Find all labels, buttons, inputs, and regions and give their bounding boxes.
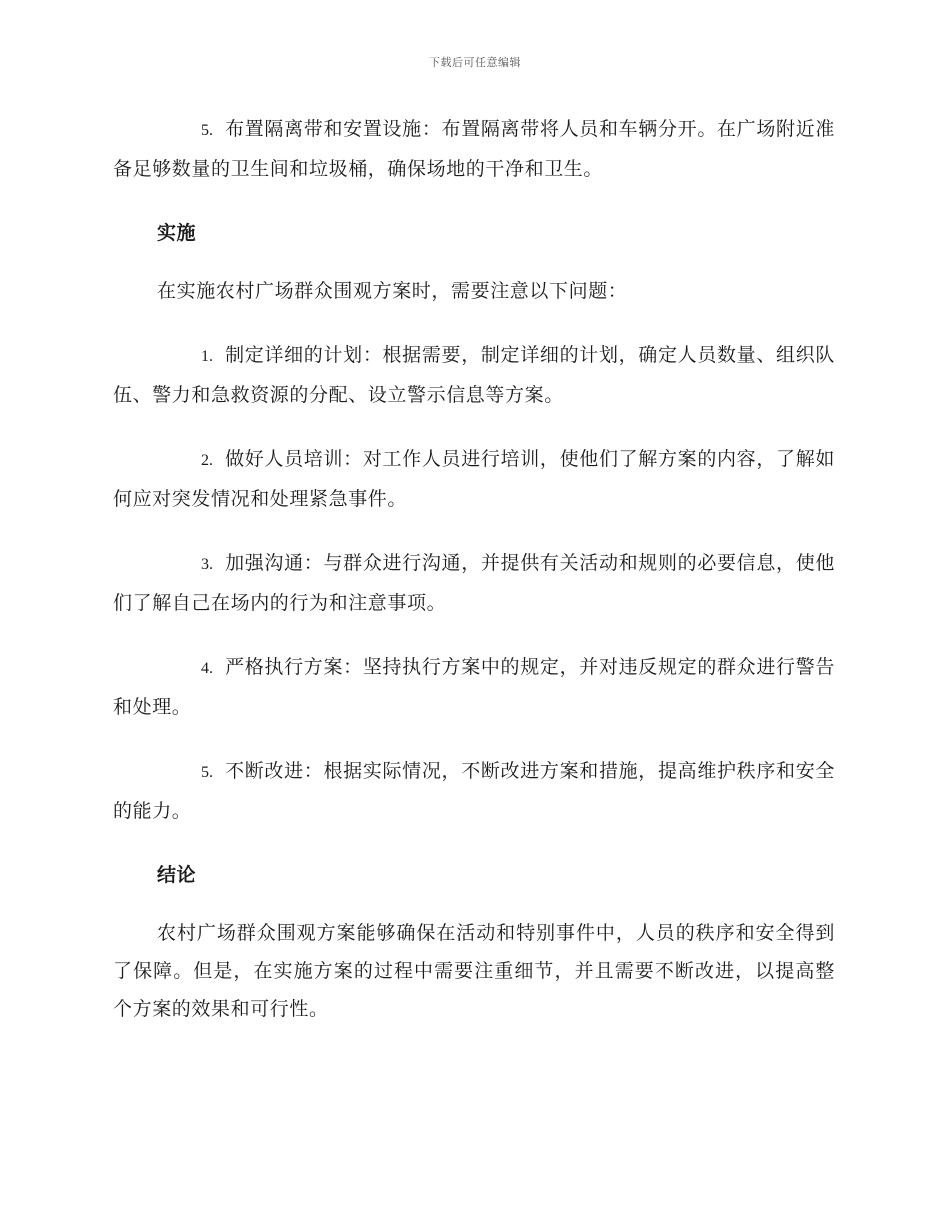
list-item-text: 布置隔离带和安置设施：布置隔离带将人员和车辆分开。在广场附近准备足够数量的卫生间和垃圾桶，确保场地的干净和卫生。 xyxy=(113,118,835,180)
header-note: 下载后可任意编辑 xyxy=(429,56,521,69)
list-item xyxy=(113,110,835,188)
implementation-intro: 在实施农村广场群众围观方案时，需要注意以下问题： xyxy=(157,280,628,302)
list-item-number: 3. xyxy=(201,556,213,573)
list-item-text: 做好人员培训：对工作人员进行培训，使他们了解方案的内容，了解如何应对突发情况和处理紧急事件。 xyxy=(113,448,835,510)
list-item-number: 5. xyxy=(201,122,213,139)
list-item xyxy=(113,440,835,518)
conclusion-paragraph: 农村广场群众围观方案能够确保在活动和特别事件中，人员的秩序和安全得到了保障。但是，在实施方案的过程中需要注重细节，并且需要不断改进，以提高整个方案的效果和可行性。 xyxy=(113,922,835,1020)
document-content xyxy=(113,110,835,1054)
list-item-text: 制定详细的计划：根据需要，制定详细的计划，确定人员数量、组织队伍、警力和急救资源的分配、设立警示信息等方案。 xyxy=(113,344,835,406)
list-item-number: 1. xyxy=(201,348,213,365)
list-item xyxy=(113,648,835,726)
section-heading-conclusion: 结论 xyxy=(157,864,197,886)
list-item xyxy=(113,544,835,622)
list-item-number: 5. xyxy=(201,764,213,781)
list-item-text: 加强沟通：与群众进行沟通，并提供有关活动和规则的必要信息，使他们了解自己在场内的行为和注意事项。 xyxy=(113,552,835,614)
list-item-number: 4. xyxy=(201,660,213,677)
list-item-text: 不断改进：根据实际情况，不断改进方案和措施，提高维护秩序和安全的能力。 xyxy=(113,760,835,822)
section-heading-implementation: 实施 xyxy=(157,222,197,244)
list-item xyxy=(113,336,835,414)
list-item-number: 2. xyxy=(201,452,213,469)
list-item-text: 严格执行方案：坚持执行方案中的规定，并对违反规定的群众进行警告和处理。 xyxy=(113,656,835,718)
list-item xyxy=(113,752,835,830)
